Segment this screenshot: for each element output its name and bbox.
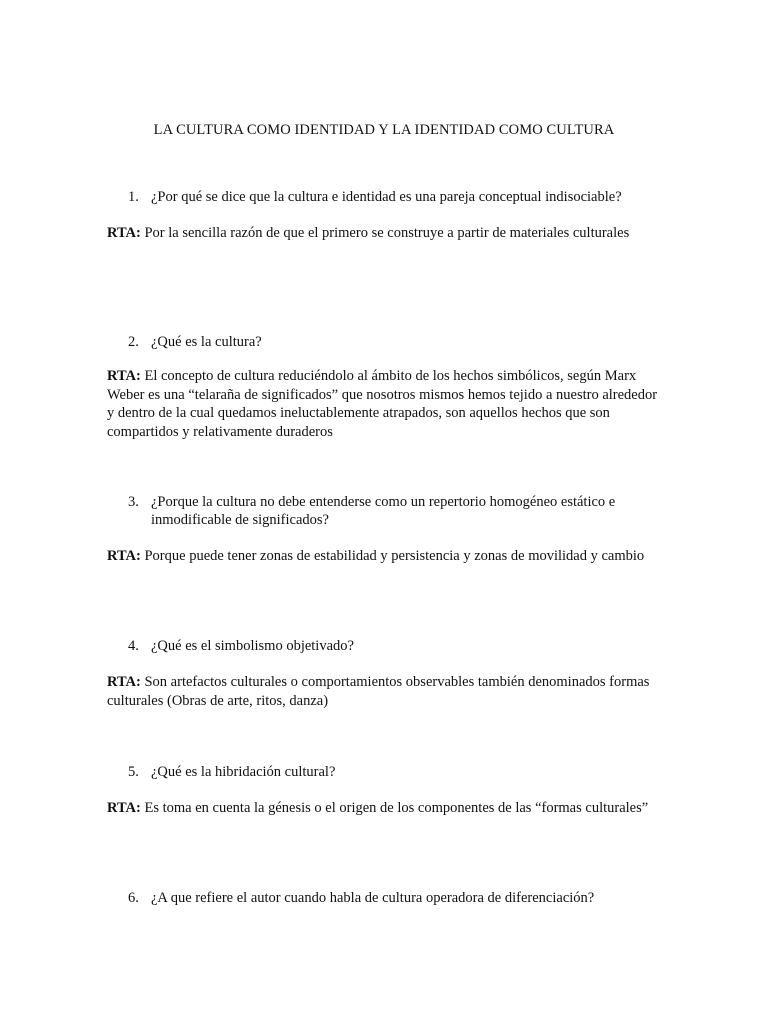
answer-3 — [107, 547, 667, 566]
answer-label: RTA: — [107, 225, 141, 241]
answer-label: RTA: — [107, 548, 141, 564]
question-2 — [128, 333, 648, 351]
answer-4 — [107, 673, 667, 710]
question-number: 4. — [128, 638, 139, 654]
answer-text: Son artefactos culturales o comportamientos observables también denominados formas culturales (Obras de arte, ritos, danza) — [107, 674, 650, 709]
answer-label: RTA: — [107, 368, 141, 384]
answer-text: Es toma en cuenta la génesis o el origen de los componentes de las “formas culturales” — [144, 800, 649, 816]
question-text: ¿Porque la cultura no debe entenderse como un repertorio homogéneo estático e inmodificable de significados? — [151, 494, 616, 528]
question-5 — [128, 763, 648, 781]
question-3 — [128, 493, 648, 529]
question-4 — [128, 637, 648, 655]
question-text: ¿Qué es la cultura? — [151, 334, 262, 350]
question-number: 3. — [128, 494, 139, 510]
question-text: ¿A que refiere el autor cuando habla de cultura operadora de diferenciación? — [151, 890, 595, 906]
question-number: 2. — [128, 334, 139, 350]
question-text: ¿Por qué se dice que la cultura e identidad es una pareja conceptual indisociable? — [151, 189, 622, 205]
answer-text: El concepto de cultura reduciéndolo al ámbito de los hechos simbólicos, según Marx Weber es una “telaraña de significados” que nosotros mismos hemos tejido a nuestro alrededor y dentro de la cual quedamos ineluctablemente atrapados, son aquellos hechos que son compartidos y relativamente duraderos — [107, 368, 658, 440]
question-1 — [128, 188, 648, 206]
answer-label: RTA: — [107, 800, 141, 816]
question-number: 6. — [128, 890, 139, 906]
question-number: 1. — [128, 189, 139, 205]
answer-1 — [107, 224, 667, 243]
question-text: ¿Qué es el simbolismo objetivado? — [151, 638, 354, 654]
answer-2 — [107, 367, 667, 441]
answer-text: Porque puede tener zonas de estabilidad y persistencia y zonas de movilidad y cambio — [144, 548, 645, 564]
question-text: ¿Qué es la hibridación cultural? — [151, 764, 336, 780]
question-6 — [128, 889, 688, 907]
answer-5 — [107, 799, 667, 818]
document-title: LA CULTURA COMO IDENTIDAD Y LA IDENTIDAD COMO CULTURA — [153, 122, 615, 138]
answer-text: Por la sencilla razón de que el primero se construye a partir de materiales culturales — [144, 225, 630, 241]
question-number: 5. — [128, 764, 139, 780]
answer-label: RTA: — [107, 674, 141, 690]
